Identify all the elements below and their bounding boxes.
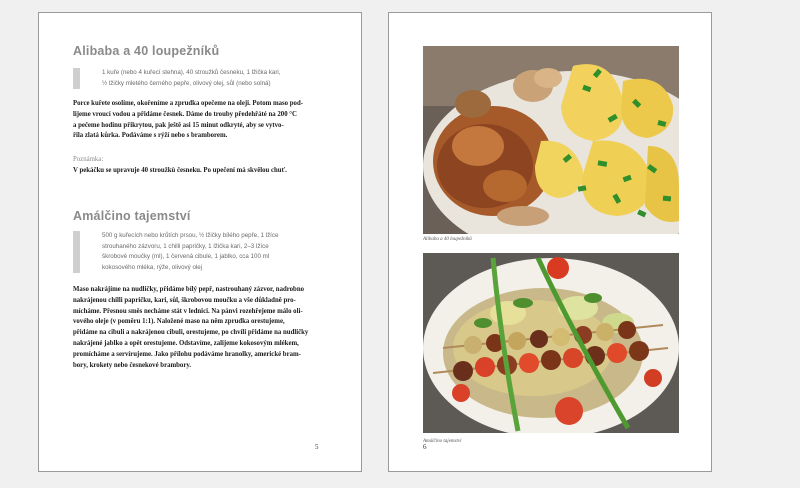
page-number-right: 6 [423, 443, 427, 451]
ingredient-line: ½ lžičky mletého černého pepře, olivový olej, sůl (nebo solná) [102, 79, 271, 87]
ingredients-box-alibaba [73, 68, 329, 89]
body-line: bory, krokety nebo česnekové brambory. [73, 361, 192, 369]
body-line: Porce kuřete osolíme, okořeníme a zprudka opečeme na oleji. Potom maso pod- [73, 100, 303, 107]
body-line: vového oleje (v poměru 1:1). Naložené maso na něm zprudka orestujeme, [73, 318, 285, 326]
ingredients-box-amalka [73, 231, 329, 273]
ingredient-line: 1 kuře (nebo 4 kuřecí stehna), 40 stroužků česneku, 1 lžička kari, [102, 69, 281, 76]
body-line: mícháme. Přesnou směs necháme stát v lednici. Na pánvi rozehřejeme málo oli- [73, 307, 303, 315]
body-line: přidáme na cibuli a nakrájenou cibuli, orestujeme, po chvíli přidáme na nudličky [73, 329, 309, 337]
body-line: a pečeme hodinu přikrytou, pak ještě asi 15 minut odkryté, aby se vytvo- [73, 121, 284, 129]
ingredient-line: kokosového mléka, rýže, olivový olej [102, 263, 203, 271]
recipe-title-alibaba: Alibaba a 40 loupežníků [73, 44, 220, 58]
note-text: V pekáčku se upravuje 40 stroužků česneku. Po upečení má skvělou chuť. [73, 167, 287, 174]
ingredient-line: strouhaného zázvoru, 1 chilli papričky, 1 lžička kari, 2–3 lžíce [102, 242, 269, 250]
recipe-title-amalka: Amálčino tajemství [73, 209, 191, 223]
page-number-left: 5 [315, 443, 319, 451]
photo-roast-chicken-potatoes [423, 46, 679, 234]
note-label: Poznámka: [73, 156, 104, 163]
recipe-body-amalka [73, 285, 335, 371]
photo-skewers-salad [423, 253, 679, 433]
recipe-body-alibaba [73, 99, 335, 142]
ingredient-line: škrobové moučky (ml), 1 červená cibule, 1 jablko, cca 100 ml [102, 253, 270, 261]
body-line: Maso nakrájíme na nudličky, přidáme bílý pepř, nastrouhaný zázvor, nadrobno [73, 286, 305, 293]
body-line: řila zlatá kůrka. Podáváme s rýží nebo s bramborem. [73, 132, 228, 140]
body-line: nakrájené jablko a opět orestujeme. Odstavíme, zalijeme kokosovým mlékem, [73, 339, 299, 347]
photo-caption-2: Amálčino tajemství [423, 439, 462, 444]
body-line: lijeme vroucí vodou a přidáme česnek. Dáme do trouby předehřáté na 200 °C [73, 110, 297, 118]
left-page [38, 12, 362, 472]
body-line: promícháme a servírujeme. Jako přílohu podáváme hranolky, americké bram- [73, 350, 301, 358]
photo-caption-1: Alibaba a 40 loupežníků [423, 237, 472, 242]
body-line: nakrájenou chilli papričku, kari, sůl, škrobovou moučku a vše důkladně pro- [73, 296, 296, 304]
right-page [388, 12, 712, 472]
ingredient-line: 500 g kuřecích nebo krůtích prsou, ½ lžičky bílého pepře, 1 lžíce [102, 232, 279, 239]
